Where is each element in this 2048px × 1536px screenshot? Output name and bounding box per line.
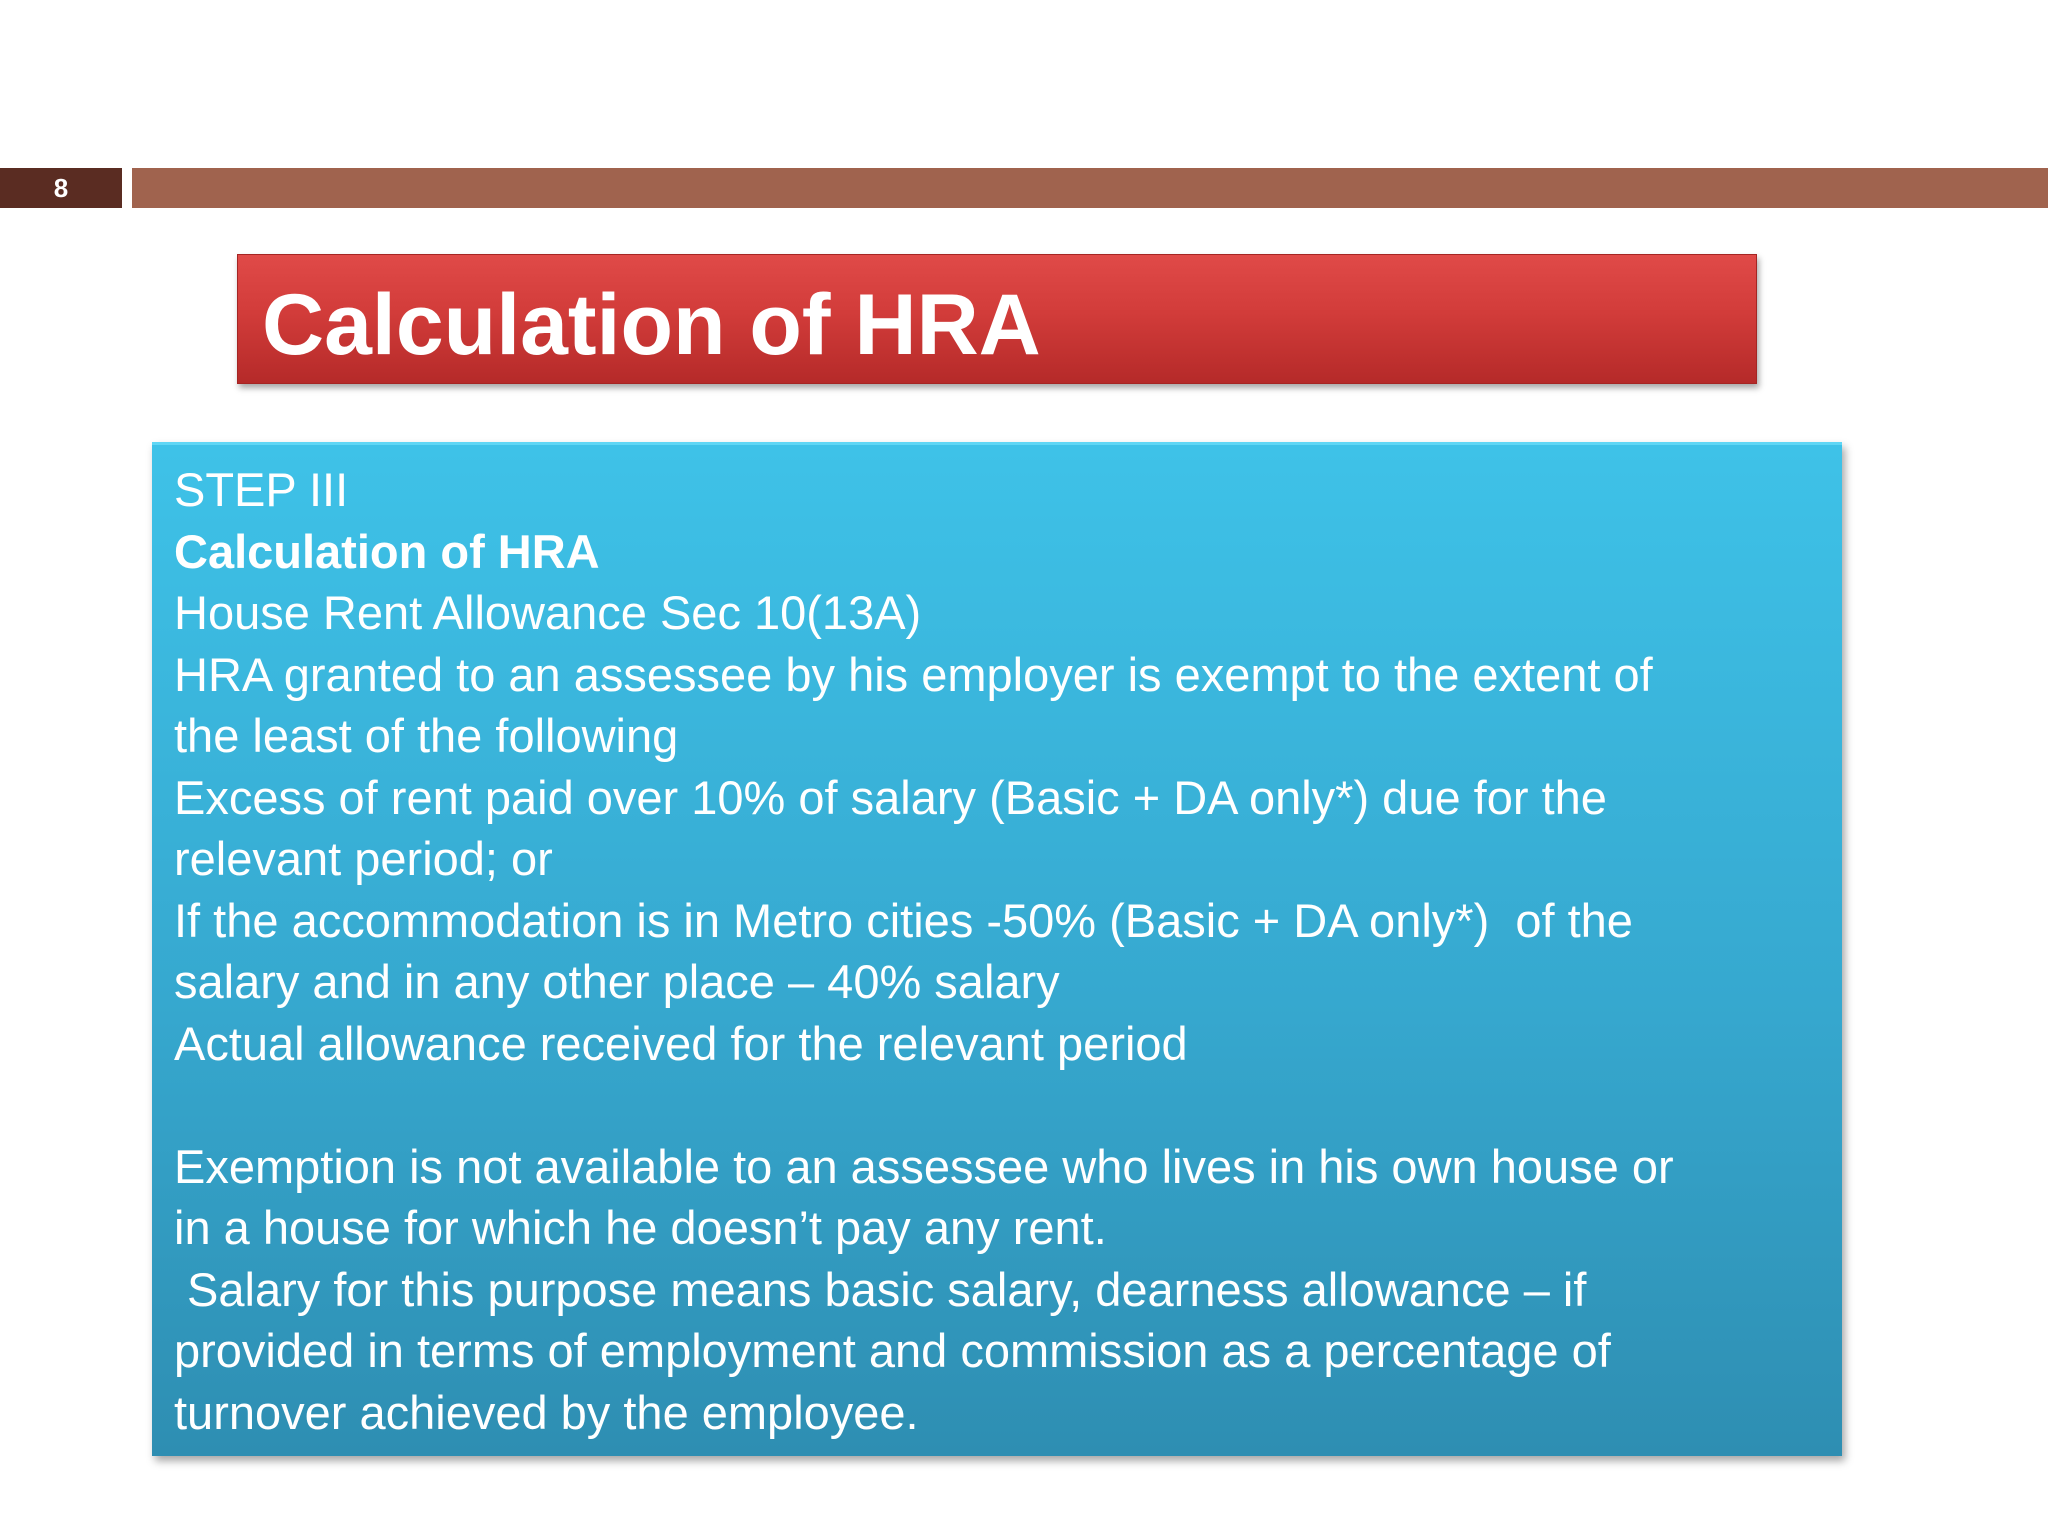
slide-title: Calculation of HRA [262, 277, 1041, 373]
note-line: provided in terms of employment and commission as a percentage of [174, 1324, 1611, 1377]
content-heading: Calculation of HRA [174, 524, 600, 578]
content-line: Actual allowance received for the relevant period [174, 1016, 1188, 1070]
note-line: Exemption is not available to an assessee who lives in his own house or [174, 1139, 1674, 1193]
slide-number: 8 [0, 168, 122, 208]
note-line: turnover achieved by the employee. [174, 1385, 919, 1439]
content-line: HRA granted to an assessee by his employer is exempt to the extent of [174, 647, 1653, 701]
title-banner [237, 254, 1757, 384]
header-bar [132, 168, 2048, 208]
content-line: the least of the following [174, 709, 679, 762]
content-line: House Rent Allowance Sec 10(13A) [174, 586, 922, 639]
content-line: If the accommodation is in Metro cities -50% (Basic + DA only*) of the [174, 893, 1633, 947]
spacer [174, 1074, 1824, 1136]
content-text [174, 459, 1824, 1443]
content-line: relevant period; or [174, 832, 553, 885]
content-line: salary and in any other place – 40% salary [174, 955, 1060, 1008]
note-line: Salary for this purpose means basic salary, dearness allowance – if [174, 1262, 1587, 1316]
content-panel [152, 442, 1842, 1456]
content-line: Excess of rent paid over 10% of salary (Basic + DA only*) due for the [174, 770, 1607, 824]
step-label: STEP III [174, 463, 349, 516]
note-line: in a house for which he doesn’t pay any rent. [174, 1201, 1107, 1254]
